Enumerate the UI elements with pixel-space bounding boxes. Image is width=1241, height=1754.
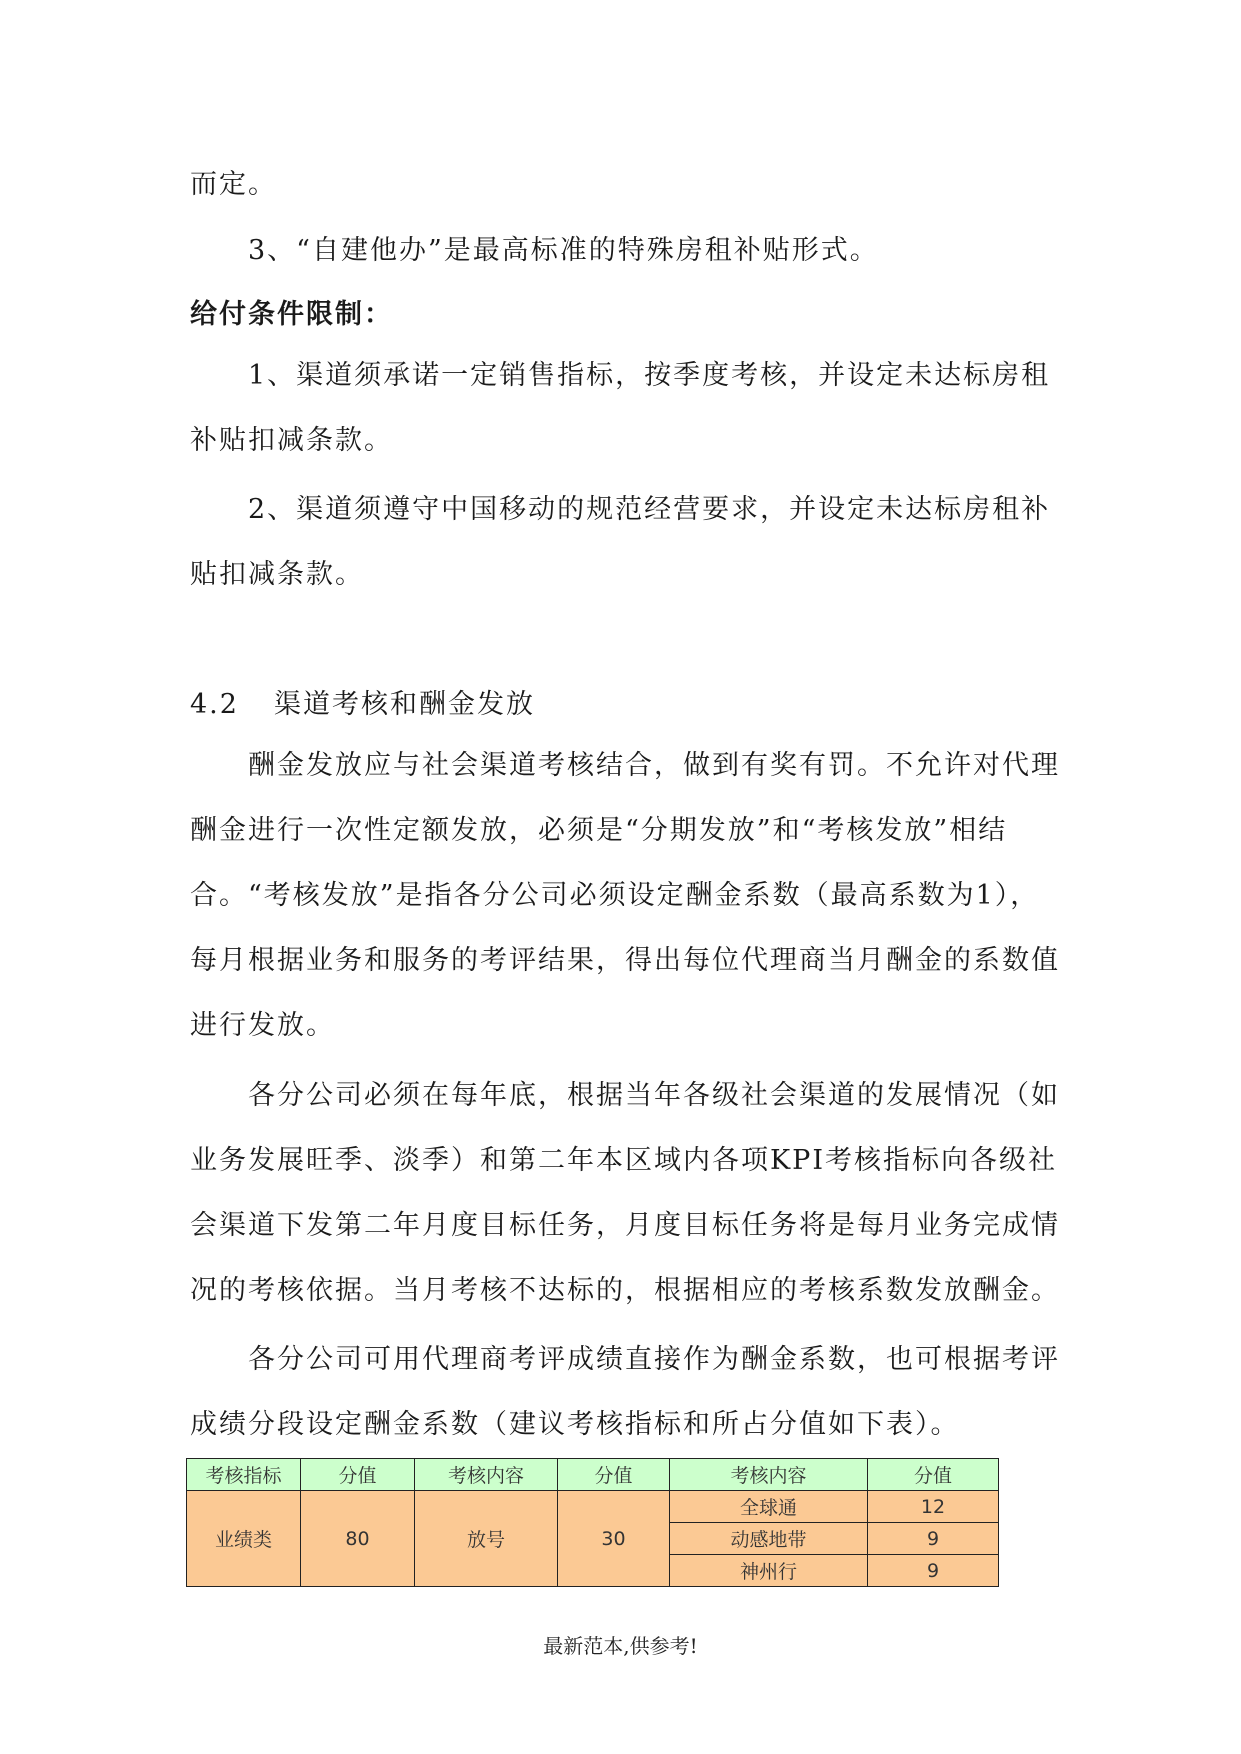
category-cell: 业绩类: [187, 1491, 301, 1587]
content-cell: 放号: [415, 1491, 558, 1587]
item-score-cell: 9: [868, 1523, 999, 1555]
table-header-cell: 考核内容: [670, 1459, 868, 1491]
assessment-table: [186, 1458, 999, 1587]
table-header-cell: 考核内容: [415, 1459, 558, 1491]
item-name-cell: 全球通: [670, 1491, 868, 1523]
section-heading-4-2: [190, 672, 1060, 737]
paragraph-fragment: 而定。: [190, 169, 277, 200]
paragraph-coefficient: 各分公司可用代理商考评成绩直接作为酬金系数，也可根据考评成绩分段设定酬金系数（建议考核指标和所占分值如下表）。: [190, 1344, 1060, 1440]
paragraph-commission: 酬金发放应与社会渠道考核结合，做到有奖有罚。不允许对代理酬金进行一次性定额发放，必须是“分期发放”和“考核发放”相结合。“考核发放”是指各分公司必须设定酬金系数（最高系数为1），每月根据业务和服务的考评结果，得出每位代理商当月酬金的系数值进行发放。: [190, 750, 1060, 1041]
item-score-cell: 12: [868, 1491, 999, 1523]
paragraph-condition-2: 2、渠道须遵守中国移动的规范经营要求，并设定未达标房租补贴扣减条款。: [190, 494, 1051, 590]
item-name-cell: 神州行: [670, 1555, 868, 1587]
paragraph-item-3: 3、“自建他办”是最高标准的特殊房租补贴形式。: [248, 235, 879, 266]
section-number: 4.2: [190, 689, 239, 720]
category-score-cell: 80: [301, 1491, 415, 1587]
table-header-cell: 分值: [558, 1459, 670, 1491]
page-footer: 最新范本,供参考!: [543, 1634, 698, 1658]
content-score-cell: 30: [558, 1491, 670, 1587]
table-header-cell: 分值: [868, 1459, 999, 1491]
table-header-cell: 分值: [301, 1459, 415, 1491]
table-row: [187, 1491, 999, 1523]
paragraph-condition-1: 1、渠道须承诺一定销售指标，按季度考核，并设定未达标房租补贴扣减条款。: [190, 360, 1051, 456]
item-name-cell: 动感地带: [670, 1523, 868, 1555]
paragraph-annual-targets: 各分公司必须在每年底，根据当年各级社会渠道的发展情况（如业务发展旺季、淡季）和第二年本区域内各项KPI考核指标向各级社会渠道下发第二年月度目标任务，月度目标任务将是每月业务完成情况的考核依据。当月考核不达标的，根据相应的考核系数发放酬金。: [190, 1080, 1060, 1306]
section-title: 渠道考核和酬金发放: [274, 689, 535, 720]
section-heading-payment-conditions: 给付条件限制：: [190, 299, 393, 330]
item-score-cell: 9: [868, 1555, 999, 1587]
table-header-cell: 考核指标: [187, 1459, 301, 1491]
table-header-row: [187, 1459, 999, 1491]
